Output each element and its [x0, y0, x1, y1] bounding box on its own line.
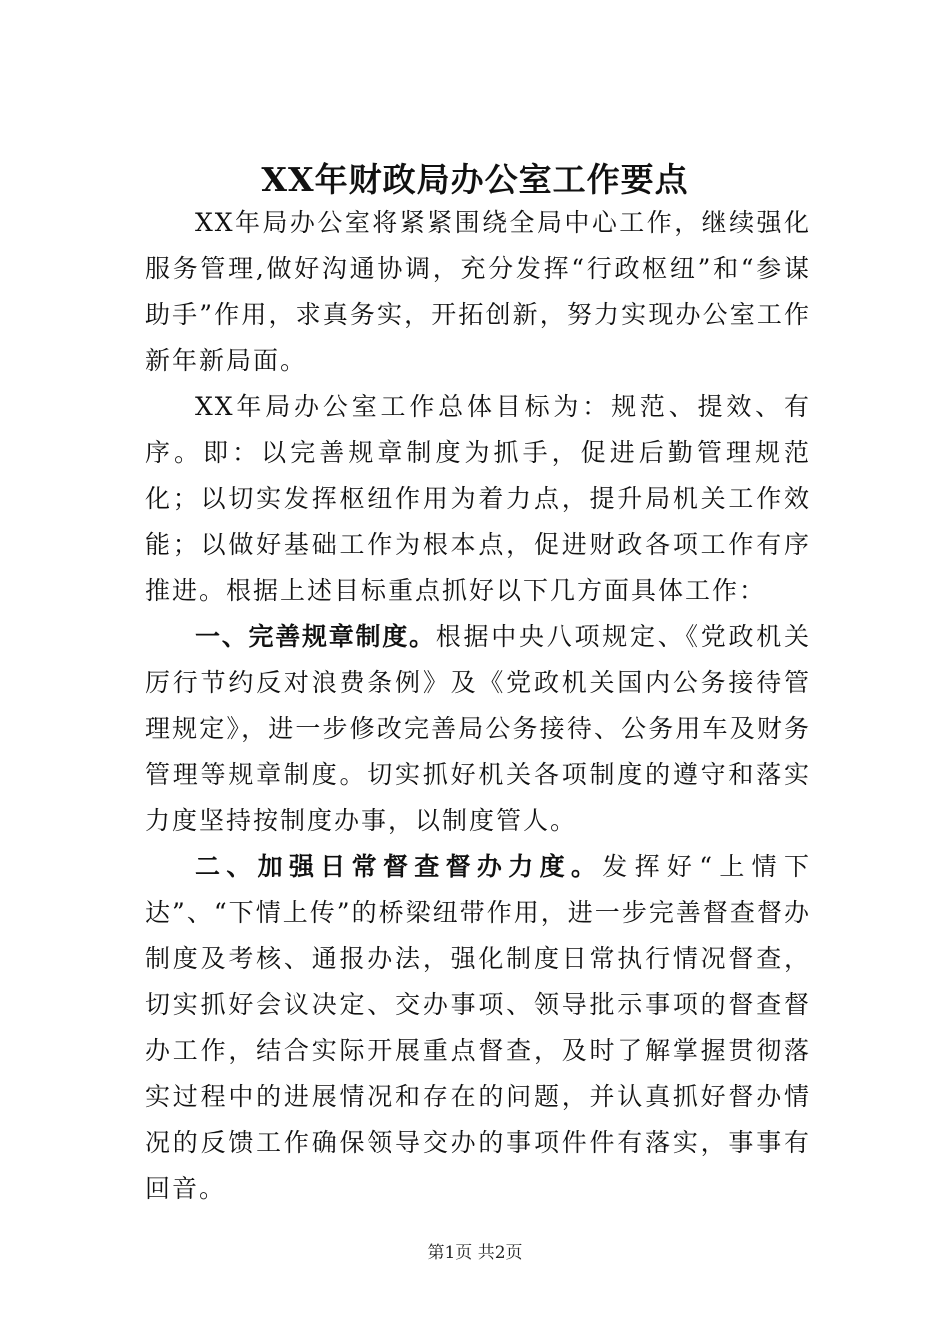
paragraph-text: XX年局办公室将紧紧围绕全局中心工作，继续强化服务管理,做好沟通协调，充分发挥“行政枢纽”和“参谋助手”作用，求真务实，开拓创新，努力实现办公室工作新年新局面。 [145, 208, 811, 375]
document-body [145, 200, 811, 1212]
section-heading: 二、加强日常督查督办力度。 [195, 852, 603, 881]
section-heading: 一、完善规章制度。 [195, 622, 436, 651]
paragraph-text: 发挥好“上情下达”、“下情上传”的桥梁纽带作用，进一步完善督查督办制度及考核、通报办法，强化制度日常执行情况督查，切实抓好会议决定、交办事项、领导批示事项的督查督办工作，结合实际开展重点督查，及时了解掌握贯彻落实过程中的进展情况和存在的问题，并认真抓好督办情况的反馈工作确保领导交办的事项件件有落实，事事有回音。 [145, 852, 811, 1203]
document-title: XX年财政局办公室工作要点 [261, 160, 689, 200]
paragraph-goals [145, 384, 811, 614]
paragraph-section-1 [145, 614, 811, 844]
paragraph-intro [145, 200, 811, 384]
page-footer: 第1页 共2页 [427, 1243, 523, 1263]
paragraph-text: XX年局办公室工作总体目标为：规范、提效、有序。即：以完善规章制度为抓手，促进后勤管理规范化；以切实发挥枢纽作用为着力点，提升局机关工作效能；以做好基础工作为根本点，促进财政各项工作有序推进。根据上述目标重点抓好以下几方面具体工作： [145, 392, 811, 605]
paragraph-section-2 [145, 844, 811, 1212]
paragraph-text: 根据中央八项规定、《党政机关厉行节约反对浪费条例》及《党政机关国内公务接待管理规定》，进一步修改完善局公务接待、公务用车及财务管理等规章制度。切实抓好机关各项制度的遵守和落实力度坚持按制度办事，以制度管人。 [145, 622, 811, 835]
